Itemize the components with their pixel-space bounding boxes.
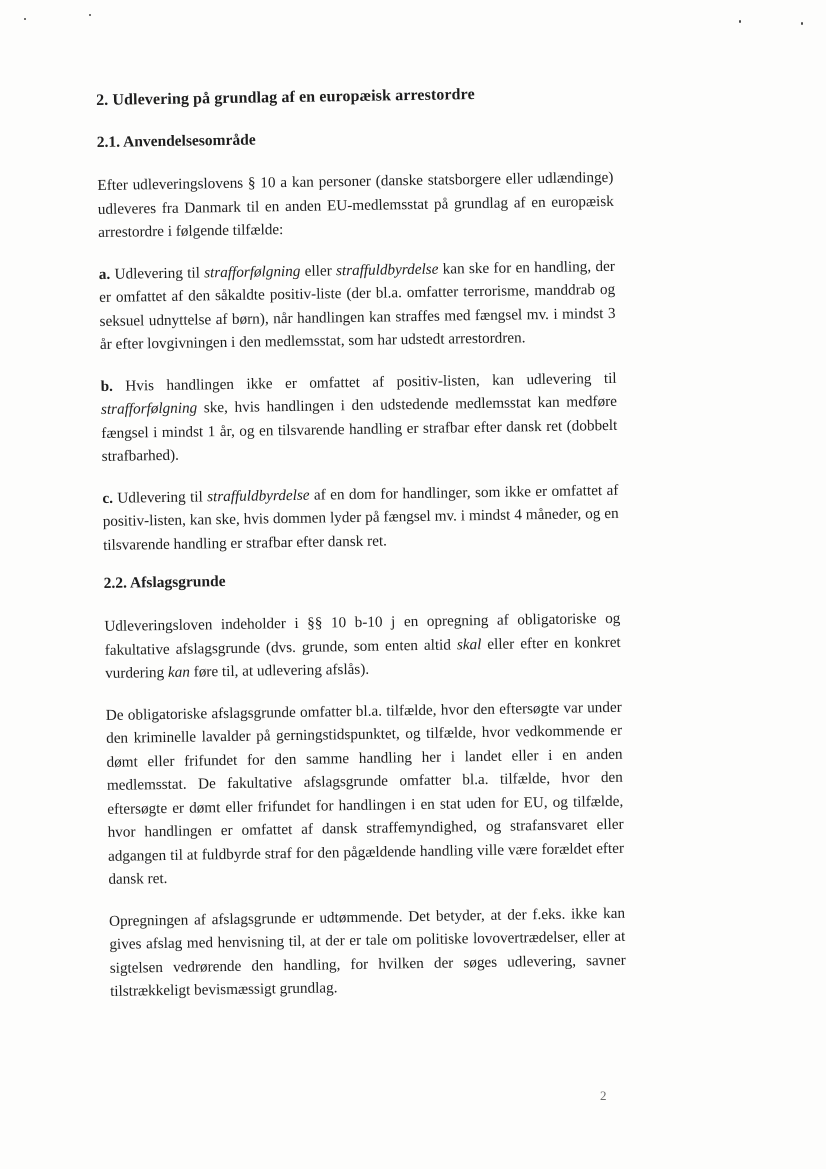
refusal-paragraph-1 <box>104 607 621 686</box>
paragraph-text: Udleveringsloven indeholder i §§ 10 b-10 j en opregning af obligatoriske og fakultative afslagsgrunde (dvs. grunde, som enten altid <box>104 609 621 659</box>
paragraph-text: føre til, at udlevering afslås). <box>189 660 370 681</box>
main-heading: 2. Udlevering på grundlag af en europæisk arrestordre <box>96 86 475 109</box>
paragraph-emphasis: kan <box>167 663 191 681</box>
item-text: Udlevering til <box>110 263 205 283</box>
scope-item-c <box>102 478 619 557</box>
refusal-paragraph-2: De obligatoriske afslagsgrunde omfatter bl.a. tilfælde, hvor den eftersøgte var under den kriminelle lavalder på gerningstidspunktet, og tilfælde, hvor vedkommende er dømt eller frifundet for den samme handling her i landet eller i en anden medlemsstat. De fakultative afslagsgrunde omfatter bl.a. tilfælde, hvor den eftersøgte er dømt eller frifundet for handlingen i en stat uden for EU, og tilfælde, hvor handlingen er omfattet af dansk straffemyndighed, og strafansvaret eller adgangen til at fuldbyrde straf for den pågældende handling ville være forældet efter dansk ret. <box>105 698 625 888</box>
scan-speck <box>801 22 803 25</box>
item-label: a. <box>98 265 111 283</box>
paragraph-text: eller efter en konkret vurdering <box>105 633 621 682</box>
item-text: Udlevering til <box>112 487 208 507</box>
section-heading-scope: 2.1. Anvendelsesområde <box>96 131 256 151</box>
scope-item-b <box>100 366 617 468</box>
page-number: 2 <box>600 1088 607 1103</box>
item-emphasis: straffuldbyrdelse <box>207 486 310 505</box>
item-label: b. <box>100 377 113 395</box>
item-label: c. <box>102 489 114 507</box>
item-emphasis: strafforfølgning <box>100 399 198 418</box>
item-text: Hvis handlingen ikke er omfattet af positiv-listen, kan udlevering til <box>112 369 617 395</box>
refusal-paragraph-3: Opregningen af afslagsgrunde er udtømmende. Det betyder, at der f.eks. ikke kan gives afslag med henvisning til, at der er tale om politiske lovovertrædelser, eller at sigtelsen vedrørende den handling, for hvilken der søges udlevering, savner tilstrækkeligt bevismæssigt grundlag. <box>108 904 626 1000</box>
item-text: kan ske for en handling, der er omfattet af den såkaldte positiv-liste (der bl.a. omfatter terrorisme, manddrab og seksuel udnyttelse af børn), når handlingen kan straffes med fængsel mv. i mindst 3 år efter lovgivningen i den medlemsstat, som har udstedt arrestordren. <box>99 257 616 353</box>
scope-intro-paragraph: Efter udleveringslovens § 10 a kan personer (danske statsborgere eller udlændinge) udleveres fra Danmark til en anden EU-medlemsstat på grundlag af en europæisk arrestordre i følgende tilfælde: <box>97 168 614 241</box>
item-emphasis: straffuldbyrdelse <box>335 260 439 279</box>
scope-item-a <box>99 254 616 356</box>
item-text: eller <box>300 261 337 280</box>
item-emphasis: strafforfølgning <box>204 262 301 281</box>
document-page <box>96 84 627 1021</box>
scan-speck <box>24 18 26 20</box>
scan-speck <box>89 14 91 16</box>
scan-speck <box>739 20 741 23</box>
item-text: af en dom for handlinger, som ikke er omfattet af positiv-listen, kan ske, hvis dommen lyder på fængsel mv. i mindst 4 måneder, og en tilsvarende handling er strafbar efter dansk ret. <box>102 481 619 554</box>
paragraph-emphasis: skal <box>456 635 482 653</box>
section-heading-refusal: 2.2. Afslagsgrunde <box>103 573 226 592</box>
item-text: ske, hvis handlingen i den udstedende medlemsstat kan medføre fængsel i mindst 1 år, og en tilsvarende handling er strafbar efter dansk ret (dobbelt strafbarhed). <box>101 392 618 465</box>
